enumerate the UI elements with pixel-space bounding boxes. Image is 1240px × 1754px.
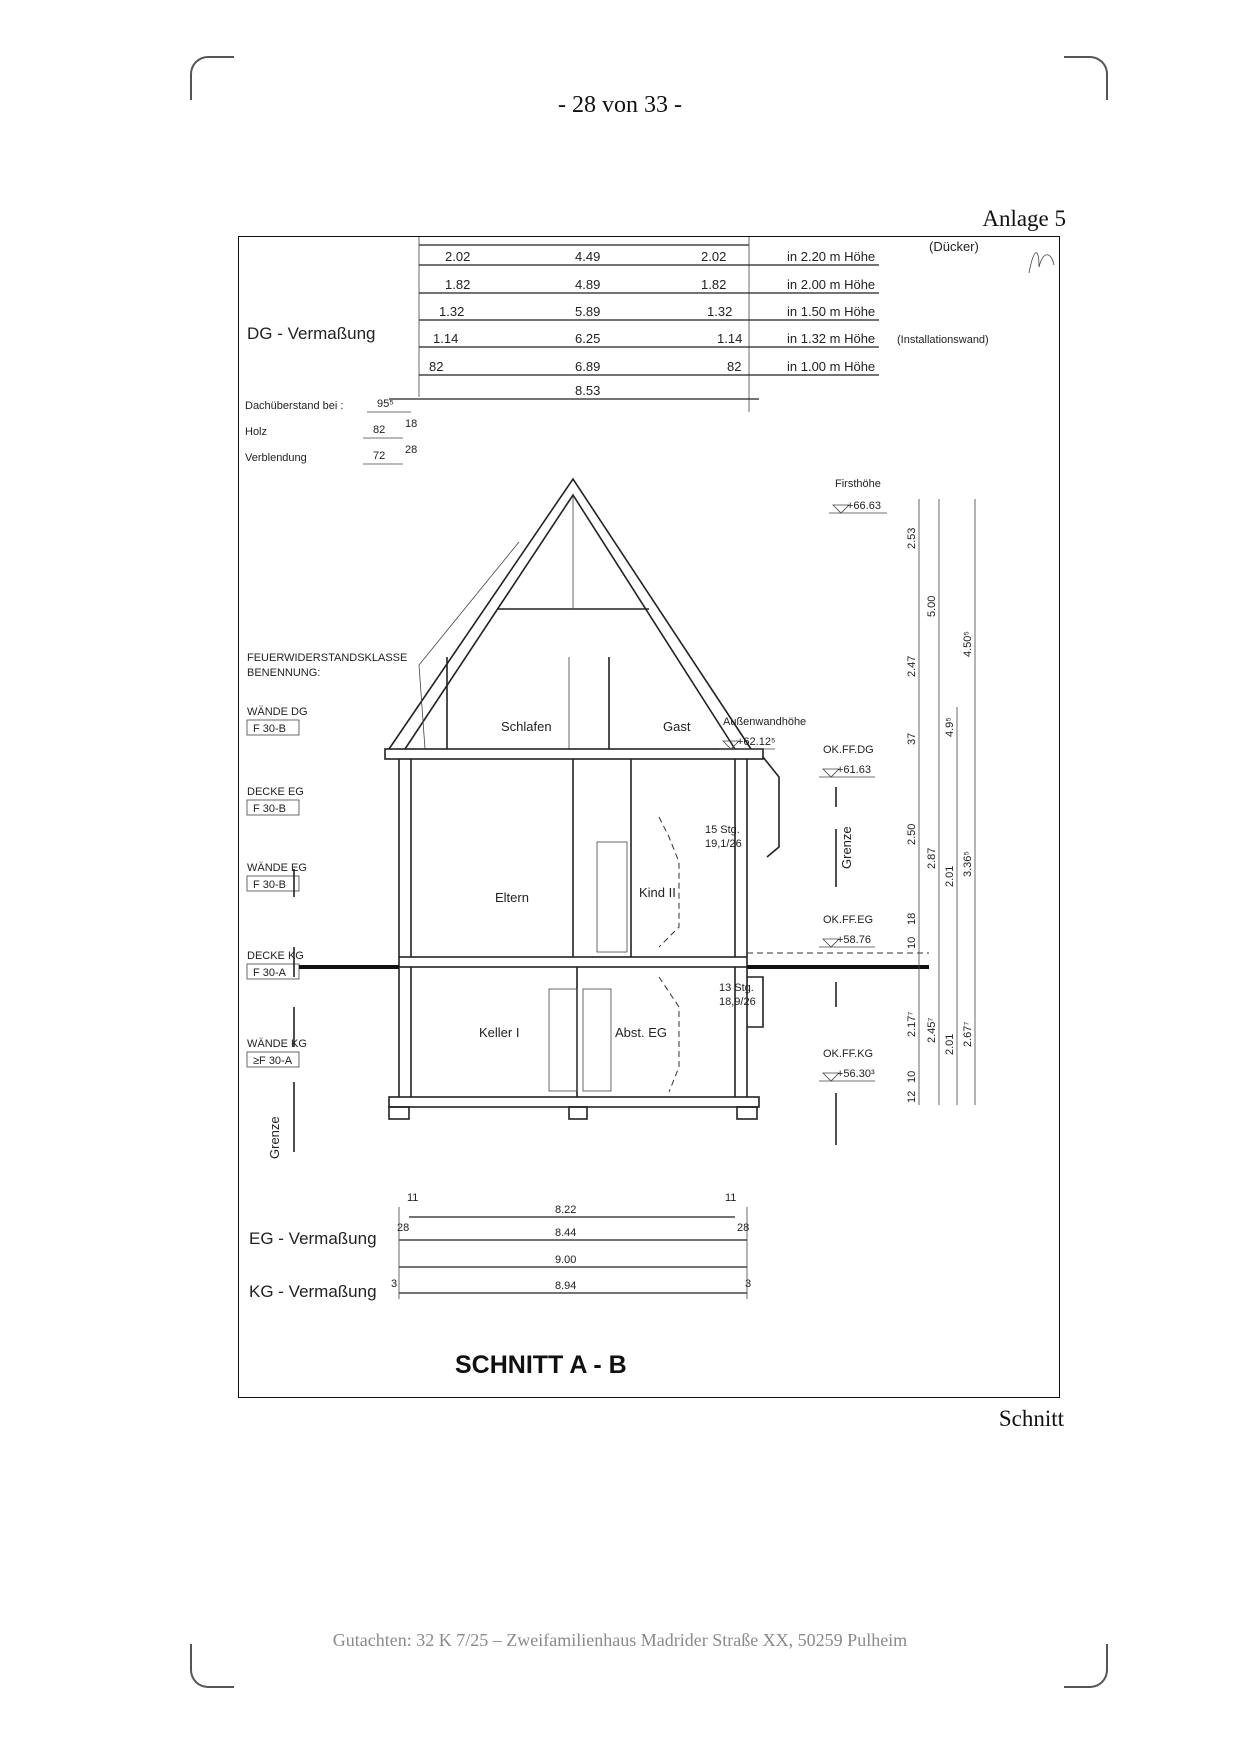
dg-row-note: (Installationswand)	[897, 334, 989, 346]
okff-kg-label: OK.FF.KG	[823, 1048, 874, 1060]
dormer-outline	[419, 542, 519, 749]
building-section	[299, 479, 929, 1119]
door-kg-2	[583, 989, 611, 1091]
stairs-upper-ratio: 19,1/26	[705, 838, 742, 850]
stairs-lower-count: 13 Stg.	[719, 982, 754, 994]
holz-b: 18	[405, 418, 418, 430]
dg-row-left: 2.02	[445, 249, 471, 264]
dim-col2-2: 2.87	[926, 847, 938, 869]
dg-dimension-table	[247, 237, 1054, 412]
dim-col1-6: 10	[906, 936, 918, 949]
firsthoehe-value: +66.63	[847, 500, 881, 512]
holz-label: Holz	[245, 426, 268, 438]
dim-overall: 9.00	[555, 1254, 577, 1266]
stamp-text: (Dücker)	[929, 239, 979, 254]
dim-col2-1: 5.00	[926, 595, 938, 617]
dim-col1-2: 2.47	[906, 655, 918, 677]
figure-caption: Schnitt	[998, 1406, 1064, 1431]
dim-side-right: 28	[737, 1222, 750, 1234]
overhang-value: 95⁵	[377, 398, 394, 410]
dg-row-right: 1.32	[707, 304, 733, 319]
verblendung-label: Verblendung	[245, 452, 307, 464]
dim-top-right: 11	[725, 1192, 737, 1204]
dg-section-label: DG - Vermaßung	[247, 324, 376, 343]
dim-eg-total: 8.44	[555, 1227, 577, 1239]
dg-row-height: in 1.00 m Höhe	[787, 359, 876, 374]
room-gast: Gast	[663, 719, 691, 734]
dim-col1-3: 37	[906, 732, 918, 745]
fire-item-class: F 30-A	[253, 967, 287, 979]
dim-col3-1: 4.9⁵	[944, 717, 956, 737]
dg-row-middle: 6.89	[575, 359, 601, 374]
dim-eg-inner: 8.22	[555, 1204, 577, 1216]
dim-side-left: 28	[397, 1222, 410, 1234]
level-markers	[719, 478, 887, 1145]
dg-row-middle: 6.25	[575, 331, 601, 346]
section-drawing-svg	[239, 237, 1060, 1398]
holz-a: 82	[373, 424, 386, 436]
room-eltern: Eltern	[495, 890, 529, 905]
okff-dg-label: OK.FF.DG	[823, 744, 874, 756]
dg-row-middle: 5.89	[575, 304, 601, 319]
dg-row	[419, 331, 989, 347]
fire-item	[247, 1038, 307, 1067]
room-schlafen: Schlafen	[501, 719, 552, 734]
dim-kg-side-left: 3	[391, 1278, 398, 1290]
fire-item-label: WÄNDE KG	[247, 1038, 307, 1050]
gutter	[763, 757, 779, 857]
dg-row	[419, 249, 879, 265]
stairs-lower-ratio: 18,9/26	[719, 996, 756, 1008]
dim-col3-3: 2.01	[944, 1033, 956, 1055]
verblendung-a: 72	[373, 450, 386, 462]
fire-item	[247, 706, 308, 735]
fire-subheading: BENENNUNG:	[247, 667, 321, 679]
vertical-dimensions	[906, 499, 975, 1105]
dg-row-middle: 4.89	[575, 277, 601, 292]
dg-row-right: 2.02	[701, 249, 727, 264]
eg-dimension-label: EG - Vermaßung	[249, 1229, 377, 1248]
fire-item-class: F 30-B	[253, 803, 287, 815]
door-kg-1	[549, 989, 577, 1091]
border-label-right: Grenze	[839, 826, 854, 869]
roof-outer	[389, 479, 751, 749]
fire-item-label: DECKE KG	[247, 950, 304, 962]
dim-col1-7: 2.17⁷	[906, 1011, 918, 1037]
stairs-upper-count: 15 Stg.	[705, 824, 740, 836]
signature-mark	[1029, 253, 1054, 273]
dim-col3-2: 2.01	[944, 865, 956, 887]
bottom-dimensions	[249, 1192, 751, 1301]
appendix-label: Anlage 5	[982, 206, 1066, 231]
okff-eg-value: +58.76	[837, 934, 871, 946]
okff-eg-label: OK.FF.EG	[823, 914, 874, 926]
border-label-left: Grenze	[267, 1116, 282, 1159]
room-keller: Keller I	[479, 1025, 520, 1040]
dg-row	[419, 277, 879, 293]
dg-row-height: in 2.20 m Höhe	[787, 249, 876, 264]
dg-row-left: 1.82	[445, 277, 471, 292]
dg-total: 8.53	[575, 383, 601, 398]
dg-row-middle: 4.49	[575, 249, 601, 264]
dg-row-height: in 2.00 m Höhe	[787, 277, 876, 292]
dim-col1-5: 18	[906, 912, 918, 925]
dim-col1-9: 12	[906, 1090, 918, 1103]
dim-col2-3: 2.45⁷	[926, 1017, 938, 1043]
page-footer: Gutachten: 32 K 7/25 – Zweifamilienhaus Madrider Straße XX, 50259 Pulheim	[332, 1630, 908, 1650]
fire-item	[247, 862, 307, 891]
dg-row-left: 1.14	[433, 331, 459, 346]
dg-row-height: in 1.50 m Höhe	[787, 304, 876, 319]
fire-item	[247, 786, 304, 815]
fire-item	[247, 950, 304, 979]
section-drawing	[238, 236, 1060, 1398]
overhang-info	[245, 398, 417, 464]
dim-col4-1: 4.50⁵	[962, 631, 974, 657]
aussenwand-label: Außenwandhöhe	[723, 716, 807, 728]
fire-resistance-legend	[247, 652, 407, 1159]
okff-dg-value: +61.63	[837, 764, 871, 776]
room-kind: Kind II	[639, 885, 676, 900]
dg-row-right: 82	[727, 359, 742, 374]
fire-item-class: ≥F 30-A	[253, 1055, 293, 1067]
dg-row	[419, 359, 879, 375]
stairs-upper	[659, 817, 679, 947]
dim-kg-total: 8.94	[555, 1280, 577, 1292]
overhang-label: Dachüberstand bei :	[245, 400, 344, 412]
fire-item-class: F 30-B	[253, 879, 287, 891]
foundation-slab	[389, 1097, 759, 1107]
door-eg	[597, 842, 627, 952]
floor-dg	[385, 749, 763, 759]
dim-col4-2: 3.36⁵	[962, 851, 974, 877]
fire-item-label: WÄNDE DG	[247, 706, 308, 718]
dg-row-left: 82	[429, 359, 444, 374]
aussenwand-value: +62.12⁵	[737, 736, 776, 748]
roof-inner	[405, 495, 735, 749]
page-number: - 28 von 33 -	[558, 92, 682, 118]
drawing-title: SCHNITT A - B	[455, 1351, 627, 1379]
fire-item-label: WÄNDE EG	[247, 862, 307, 874]
dim-col1-8: 10	[906, 1070, 918, 1083]
floor-eg	[399, 957, 747, 967]
kg-dimension-label: KG - Vermaßung	[249, 1282, 377, 1301]
dg-row-right: 1.14	[717, 331, 743, 346]
dim-col4-3: 2.67⁷	[962, 1021, 974, 1047]
dg-row	[419, 304, 879, 320]
dim-top-left: 11	[407, 1192, 419, 1204]
dg-row-right: 1.82	[701, 277, 727, 292]
fire-heading: FEUERWIDERSTANDSKLASSE	[247, 652, 408, 664]
dim-col1-4: 2.50	[906, 823, 918, 845]
dg-row-left: 1.32	[439, 304, 465, 319]
dim-col1-1: 2.53	[906, 527, 918, 549]
okff-kg-value: +56.30³	[837, 1068, 875, 1080]
dg-row-height: in 1.32 m Höhe	[787, 331, 876, 346]
dim-kg-side-right: 3	[745, 1278, 752, 1290]
firsthoehe-label: Firsthöhe	[835, 478, 881, 490]
fire-item-label: DECKE EG	[247, 786, 304, 798]
fire-item-class: F 30-B	[253, 723, 287, 735]
verblendung-b: 28	[405, 444, 418, 456]
room-abst: Abst. EG	[615, 1025, 668, 1040]
